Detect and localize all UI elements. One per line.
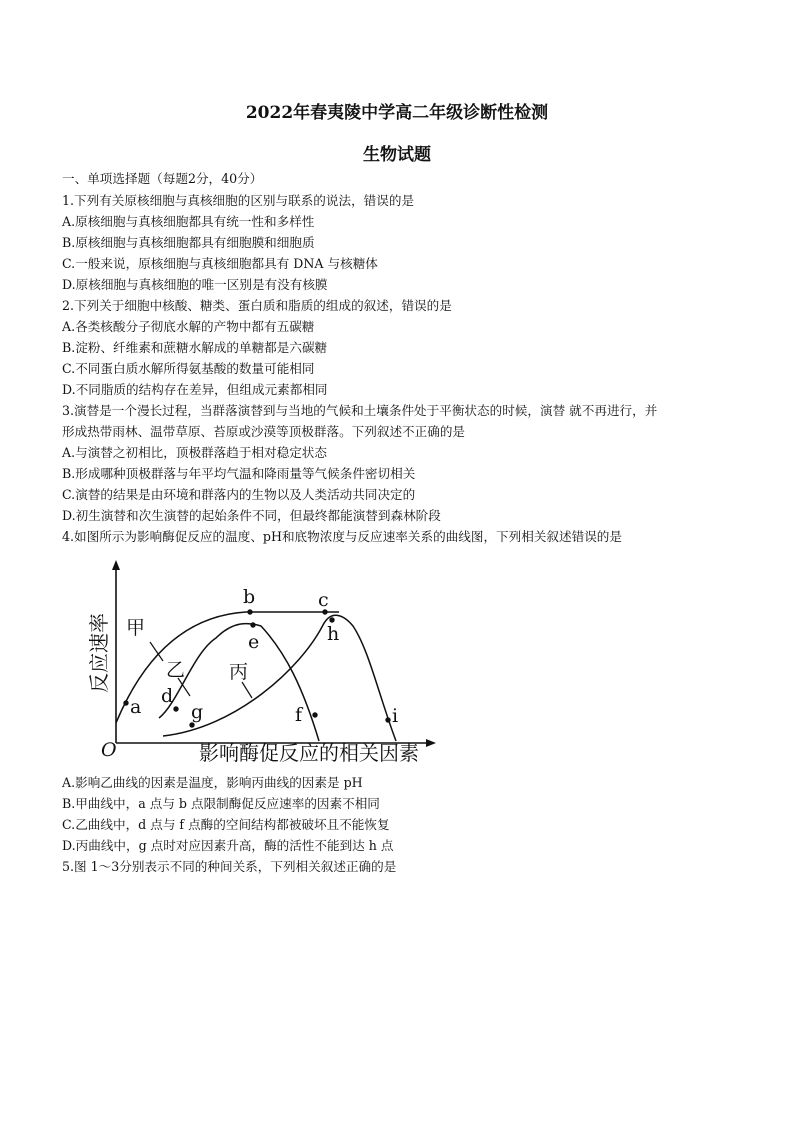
point-d-dot bbox=[173, 706, 178, 711]
question-4-option-c: C.乙曲线中，d 点与 f 点酶的空间结构都被破坏且不能恢复 bbox=[62, 817, 390, 832]
exam-title: 2022年春夷陵中学高二年级诊断性检测 bbox=[245, 103, 549, 123]
point-f-label: f bbox=[295, 704, 303, 726]
question-1-option-a: A.原核细胞与真核细胞都具有统一性和多样性 bbox=[62, 214, 315, 229]
point-i-dot bbox=[385, 717, 390, 722]
y-axis-arrow bbox=[112, 560, 120, 570]
question-3-option-c: C.演替的结果是由环境和群落内的生物以及人类活动共同决定的 bbox=[62, 487, 416, 502]
origin-label: O bbox=[101, 739, 117, 761]
x-axis-arrow bbox=[426, 739, 436, 747]
point-h-dot bbox=[329, 617, 334, 622]
question-3-option-b: B.形成哪种顶极群落与年平均气温和降雨量等气候条件密切相关 bbox=[62, 466, 416, 481]
curve-label-bing: 丙 bbox=[229, 661, 249, 683]
x-axis-label: 影响酶促反应的相关因素 bbox=[199, 741, 419, 765]
exam-subtitle: 生物试题 bbox=[363, 145, 431, 165]
question-1-option-b: B.原核细胞与真核细胞都具有细胞膜和细胞质 bbox=[62, 235, 315, 250]
point-f-dot bbox=[312, 712, 317, 717]
question-1-option-d: D.原核细胞与真核细胞的唯一区别是有没有核膜 bbox=[62, 277, 328, 292]
question-2-option-a: A.各类核酸分子彻底水解的产物中都有五碳糖 bbox=[62, 319, 315, 334]
question-3-option-d: D.初生演替和次生演替的起始条件不同，但最终都能演替到森林阶段 bbox=[62, 508, 441, 523]
point-b-dot bbox=[247, 609, 252, 614]
point-e-label: e bbox=[248, 631, 260, 653]
question-3-stem-line2: 形成热带雨林、温带草原、苔原或沙漠等顶极群落。下列叙述不正确的是 bbox=[62, 424, 465, 439]
question-1-option-c: C.一般来说，原核细胞与真核细胞都具有 DNA 与核糖体 bbox=[62, 256, 378, 271]
question-3-option-a: A.与演替之初相比，顶极群落趋于相对稳定状态 bbox=[62, 445, 327, 460]
point-g-label: g bbox=[191, 701, 204, 723]
question-4-stem: 4.如图所示为影响酶促反应的温度、pH和底物浓度与反应速率关系的曲线图，下列相关叙述错误的是 bbox=[62, 529, 622, 544]
y-axis-label: 反应速率 bbox=[87, 613, 111, 693]
question-2-stem: 2.下列关于细胞中核酸、糖类、蛋白质和脂质的组成的叙述，错误的是 bbox=[62, 298, 452, 313]
point-a-label: a bbox=[130, 696, 142, 718]
point-c-label: c bbox=[318, 589, 329, 611]
question-3-stem-line1: 3.演替是一个漫长过程，当群落演替到与当地的气候和土壤条件处于平衡状态的时候，演替 就不再进行，并 bbox=[62, 403, 658, 418]
question-4-option-b: B.甲曲线中，a 点与 b 点限制酶促反应速率的因素不相同 bbox=[62, 796, 380, 811]
question-4-option-d: D.丙曲线中，g 点时对应因素升高，酶的活性不能到达 h 点 bbox=[62, 838, 394, 853]
question-2-option-b: B.淀粉、纤维素和蔗糖水解成的单糖都是六碳糖 bbox=[62, 340, 328, 355]
question-1-stem: 1.下列有关原核细胞与真核细胞的区别与联系的说法，错误的是 bbox=[62, 193, 415, 208]
point-b-label: b bbox=[243, 586, 256, 608]
point-h-label: h bbox=[327, 623, 340, 645]
question-5-stem: 5.图 1～3分别表示不同的种间关系，下列相关叙述正确的是 bbox=[62, 859, 397, 874]
point-g-dot bbox=[189, 722, 194, 727]
question-2-option-d: D.不同脂质的结构存在差异，但组成元素都相同 bbox=[62, 382, 328, 397]
point-e-dot bbox=[250, 622, 255, 627]
question-2-option-c: C.不同蛋白质水解所得氨基酸的数量可能相同 bbox=[62, 361, 315, 376]
section-heading: 一、单项选择题（每题2分，40分） bbox=[62, 171, 263, 186]
curve-label-bing-leader bbox=[242, 682, 252, 698]
point-a-dot bbox=[123, 700, 128, 705]
point-d-label: d bbox=[161, 685, 174, 707]
question-4-option-a: A.影响乙曲线的因素是温度，影响丙曲线的因素是 pH bbox=[62, 775, 363, 790]
point-i-label: i bbox=[392, 705, 399, 727]
curve-label-yi: 乙 bbox=[166, 659, 186, 681]
curve-label-jia: 甲 bbox=[126, 617, 146, 639]
enzyme-rate-figure bbox=[86, 558, 456, 778]
